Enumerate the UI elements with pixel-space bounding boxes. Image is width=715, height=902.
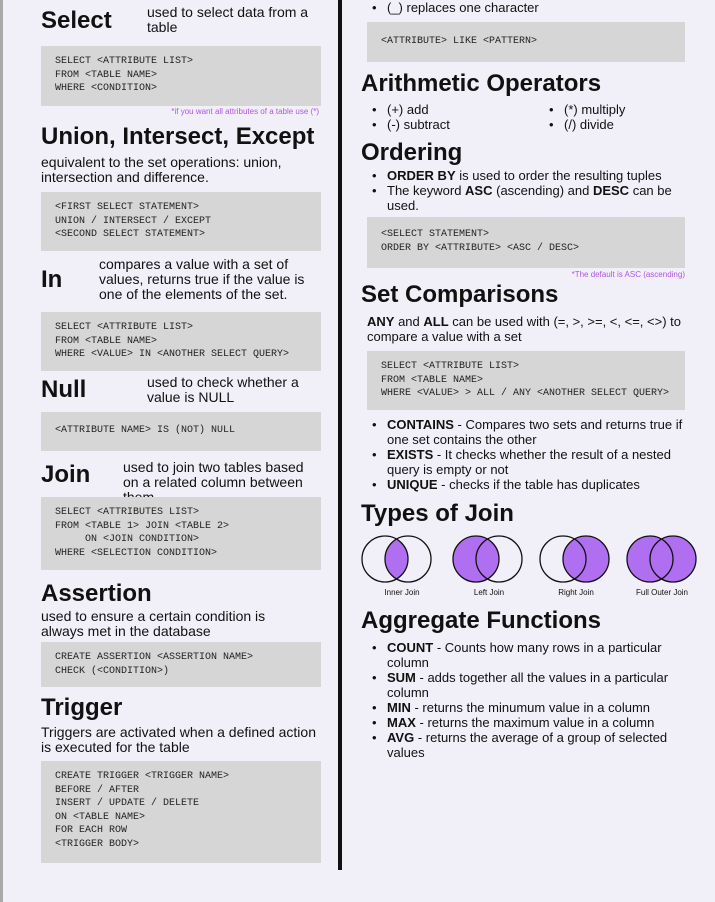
left-join-diagram xyxy=(453,536,522,582)
venn-label-right: Right Join xyxy=(558,588,594,597)
setcomp-text: and xyxy=(394,314,424,329)
in-title: In xyxy=(41,266,63,293)
aggregate-list xyxy=(367,640,687,760)
venn-label-inner: Inner Join xyxy=(384,588,420,597)
assertion-title: Assertion xyxy=(41,580,152,607)
arith-item: • (/) divide xyxy=(544,117,694,132)
trigger-code: CREATE TRIGGER <TRIGGER NAME> BEFORE / AFTER INSERT / UPDATE / DELETE ON <TABLE NAME> FOR EACH ROW <TRIGGER BODY> xyxy=(41,761,321,863)
union-desc: equivalent to the set operations: union, intersection and difference. xyxy=(41,154,282,185)
ordering-text: can be used. xyxy=(387,183,672,213)
arith-title: Arithmetic Operators xyxy=(361,70,602,97)
arith-item: • (*) multiply xyxy=(544,102,694,117)
arith-list-2 xyxy=(544,102,694,132)
join-desc: used to join two tables based on a related column between xyxy=(123,459,304,490)
right-join-diagram xyxy=(540,536,609,582)
joins-title: Types of Join xyxy=(361,500,514,527)
setcomp-item xyxy=(367,447,687,477)
setcomp-code: SELECT <ATTRIBUTE LIST> FROM <TABLE NAME> WHERE <VALUE> > ALL / ANY <ANOTHER SELECT QUERY> xyxy=(367,351,685,410)
keyword: CONTAINS xyxy=(387,417,454,432)
keyword: SUM xyxy=(387,670,416,685)
trigger-title: Trigger xyxy=(41,694,123,721)
aggregate-title: Aggregate Functions xyxy=(361,607,602,634)
setcomp-item xyxy=(367,477,687,492)
union-title: Union, Intersect, Except xyxy=(41,123,315,150)
in-code: SELECT <ATTRIBUTE LIST> FROM <TABLE NAME> WHERE <VALUE> IN <ANOTHER SELECT QUERY> xyxy=(41,312,321,371)
join-code: SELECT <ATTRIBUTES LIST> FROM <TABLE 1> JOIN <TABLE 2> ON <JOIN CONDITION> WHERE <SELECTION CONDITION> xyxy=(41,497,321,570)
select-title: Select xyxy=(41,7,112,34)
null-desc: used to check whether a value is NULL xyxy=(147,374,299,405)
trigger-desc: Triggers are activated when a defined action is executed for the table xyxy=(41,724,316,755)
arith-list-1 xyxy=(367,102,537,132)
null-code: <ATTRIBUTE NAME> IS (NOT) NULL xyxy=(41,412,321,451)
aggregate-item xyxy=(367,730,687,760)
like-code: <ATTRIBUTE> LIKE <PATTERN> xyxy=(367,22,685,62)
column-divider xyxy=(338,0,342,870)
assertion-desc: used to ensure a certain condition is always met in the database xyxy=(41,608,266,639)
aggregate-item xyxy=(367,700,687,715)
select-desc: used to select data from a table xyxy=(147,4,309,35)
keyword: ALL xyxy=(423,314,449,329)
join-venn-diagrams xyxy=(360,530,705,590)
ordering-title: Ordering xyxy=(361,139,463,166)
keyword: MAX xyxy=(387,715,416,730)
ordering-note: *The default is ASC (ascending) xyxy=(571,270,685,279)
keyword: ORDER BY xyxy=(387,168,456,183)
aggregate-item xyxy=(367,640,687,670)
item-text: - checks if the table has duplicates xyxy=(437,477,640,492)
like-bullets xyxy=(367,0,687,15)
setcomp-item xyxy=(367,417,687,447)
item-text: - returns the maximum value in a column xyxy=(415,715,655,730)
aggregate-item xyxy=(367,715,687,730)
ordering-bullets xyxy=(367,168,687,213)
item-text: - Counts how many rows in a particular column xyxy=(387,640,662,670)
keyword: ASC xyxy=(465,183,493,198)
setcomp-title: Set Comparisons xyxy=(361,281,559,308)
join-title: Join xyxy=(41,461,91,488)
union-code: <FIRST SELECT STATEMENT> UNION / INTERSECT / EXCEPT <SECOND SELECT STATEMENT> xyxy=(41,192,321,251)
keyword: UNIQUE xyxy=(387,477,438,492)
ordering-text: The keyword xyxy=(387,183,466,198)
ordering-text: (ascending) and xyxy=(492,183,593,198)
aggregate-item xyxy=(367,670,687,700)
ordering-bullet-1 xyxy=(367,168,687,183)
keyword: DESC xyxy=(592,183,630,198)
ordering-text: is used to order the resulting tuples xyxy=(455,168,662,183)
null-title: Null xyxy=(41,376,87,403)
setcomp-desc xyxy=(367,314,687,344)
ordering-code: <SELECT STATEMENT> ORDER BY <ATTRIBUTE> <ASC / DESC> xyxy=(367,217,685,268)
keyword: AVG xyxy=(387,730,415,745)
arith-item: • (-) subtract xyxy=(367,117,537,132)
keyword: ANY xyxy=(367,314,395,329)
item-text: - returns the average of a group of selected values xyxy=(387,730,668,760)
venn-label-left: Left Join xyxy=(473,588,505,597)
like-bullet: • (_) replaces one character xyxy=(367,0,687,15)
full-outer-join-diagram xyxy=(627,536,696,582)
inner-join-diagram xyxy=(362,536,431,582)
keyword: MIN xyxy=(387,700,411,715)
item-text: - It checks whether the result of a nested query is empty or not xyxy=(387,447,671,477)
item-text: - Compares two sets and returns true if one set contains the other xyxy=(387,417,683,447)
arith-item: • (+) add xyxy=(367,102,537,117)
setcomp-text: can be used with (=, >, >=, <, <=, <>) to compare a value with a set xyxy=(367,314,681,344)
keyword: COUNT xyxy=(387,640,434,655)
select-code: SELECT <ATTRIBUTE LIST> FROM <TABLE NAME> WHERE <CONDITION> xyxy=(41,46,321,106)
ordering-bullet-2 xyxy=(367,183,687,213)
in-desc: compares a value with a set of values, returns true if the value is one of the elements of the set. xyxy=(99,256,305,302)
item-text: - adds together all the values in a particular column xyxy=(387,670,669,700)
item-text: - returns the minumum value in a column xyxy=(410,700,650,715)
select-note: *if you want all attributes of a table use (*) xyxy=(171,107,319,116)
page-edge xyxy=(0,0,3,902)
assertion-code: CREATE ASSERTION <ASSERTION NAME> CHECK (<CONDITION>) xyxy=(41,642,321,687)
setcomp-list xyxy=(367,417,687,492)
venn-label-full-outer: Full Outer Join xyxy=(635,588,689,597)
keyword: EXISTS xyxy=(387,447,434,462)
